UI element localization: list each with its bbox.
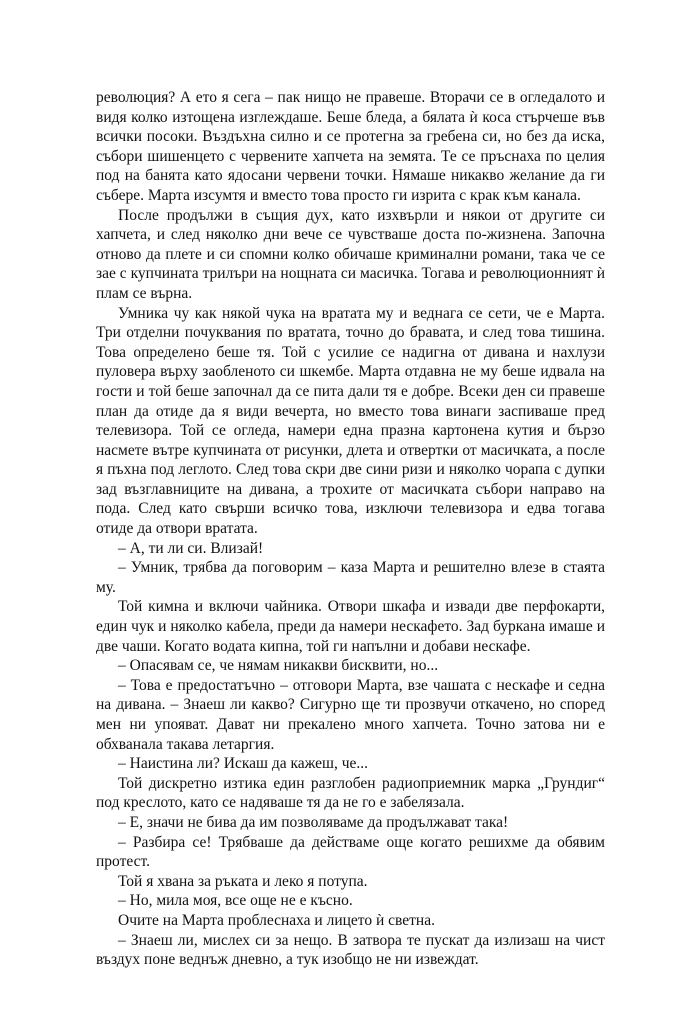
paragraph: Той кимна и включи чайника. Отвори шкафа и извади две перфокарти, един чук и няколко кабела, преди да намери нескафето. Зад буркана имаше и две чаши. Когато водата кипна, той ги напълни и добави нескафе. xyxy=(96,598,605,655)
dialogue-line: – Разбира се! Трябваше да действаме още когато решихме да обявим протест. xyxy=(96,833,605,871)
dialogue-line: – А, ти ли си. Влизай! xyxy=(118,539,264,557)
paragraph: революция? А ето я сега – пак нищо не правеше. Вторачи се в огледалото и видя колко изтощена изглеждаше. Беше бледа, а бялата ѝ коса стърчеше във всички посоки. Въздъхна силно и се протегна за гребена си, но без да иска, събори шишенцето с червените хапчета на земята. Те се пръснаха по целия под на банята като ядосани червени точки. Нямаше никакво желание да ги събере. Марта изсумтя и вместо това просто ги изрита с крак към канала. xyxy=(96,89,605,204)
page-body xyxy=(96,88,605,970)
paragraph: Той дискретно изтика един разглобен радиоприемник марка „Грундиг“ под креслото, като се надяваше тя да не го е забелязала. xyxy=(96,774,605,812)
dialogue-line: – Но, мила моя, все още не е късно. xyxy=(118,892,353,910)
dialogue-line: – Опасявам се, че нямам никакви бисквити, но... xyxy=(118,657,439,675)
paragraph: Той я хвана за ръката и леко я потупа. xyxy=(118,872,368,890)
dialogue-line: – Знаеш ли, мислех си за нещо. В затвора те пускат да излизаш на чист въздух поне веднъж дневно, а тук изобщо не ни извеждат. xyxy=(96,931,605,969)
dialogue-line: – Наистина ли? Искаш да кажеш, че... xyxy=(118,755,369,773)
paragraph: Очите на Марта проблеснаха и лицето ѝ светна. xyxy=(118,911,435,929)
paragraph: Умника чу как някой чука на вратата му и веднага се сети, че е Марта. Три отделни почуквания по вратата, точно до бравата, и след това тишина. Това определено беше тя. Той с усилие се надигна от дивана и нахлузи пуловера върху заобленото си шкембе. Марта отдавна не му беше идвала на гости и той беше започнал да се пита дали тя е добре. Всеки ден си правеше план да отиде да я види вечерта, но вместо това винаги заспиваше пред телевизора. Той се огледа, намери една празна картонена кутия и бързо насмете вътре купчината от рисунки, длета и отвертки от масичката, а после я пъхна под леглото. След това скри две сини ризи и няколко чорапа с дупки зад възглавниците на дивана, а трохите от масичката събори направо на пода. След като свърши всичко това, изключи телевизора и едва тогава отиде да отвори вратата. xyxy=(96,304,605,538)
dialogue-line: – Е, значи не бива да им позволяваме да продължават така! xyxy=(118,813,509,831)
dialogue-line: – Това е предостатъчно – отговори Марта, взе чашата с нескафе и седна на дивана. – Знаеш ли какво? Сигурно ще ти прозвучи откачено, но според мен ни упояват. Дават ни прекалено много хапчета. Точно затова ни е обхванала такава летаргия. xyxy=(96,676,605,753)
paragraph: После продължи в същия дух, като изхвърли и някои от другите си хапчета, и след няколко дни вече се чувстваше доста по-жизнена. Започна отново да плете и си спомни колко обичаше криминални романи, така че се зае с купчината трилъри на нощната си масичка. Тогава и революционният ѝ плам се върна. xyxy=(96,206,605,302)
dialogue-line: – Умник, трябва да поговорим – каза Марта и решително влезе в стаята му. xyxy=(96,559,605,596)
